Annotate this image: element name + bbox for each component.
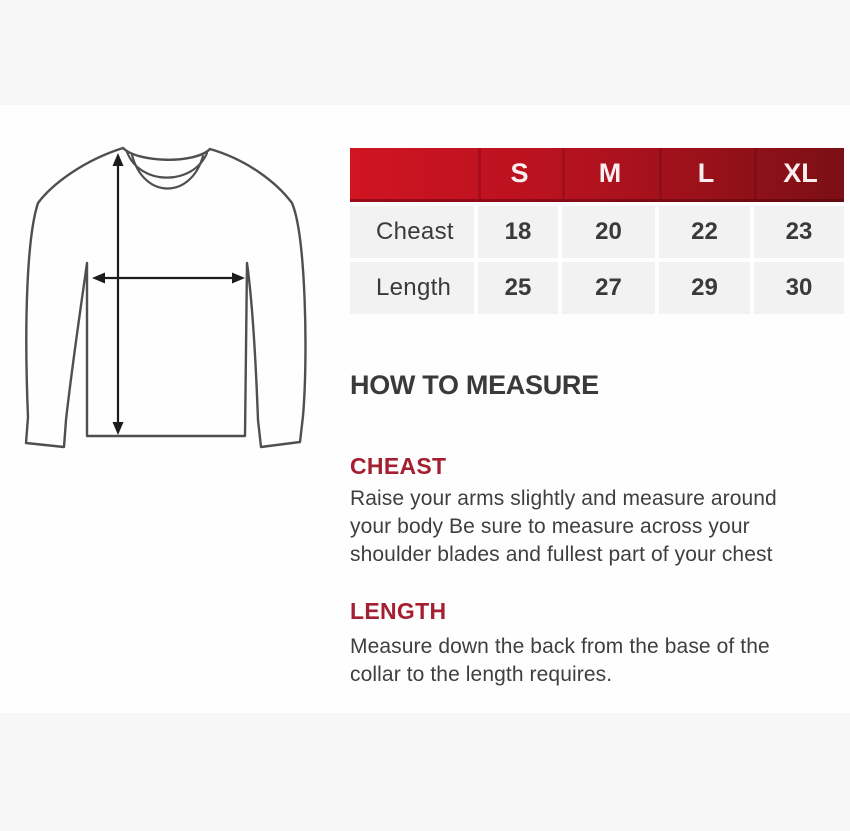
cheast-value-s: 18 <box>478 206 558 258</box>
row-label-length: Length <box>350 262 474 314</box>
size-table-row-cheast <box>350 206 844 258</box>
size-table-corner-cell <box>350 148 474 199</box>
size-table-header <box>350 148 844 202</box>
length-value-s: 25 <box>478 262 558 314</box>
cheast-value-l: 22 <box>659 206 750 258</box>
size-table <box>350 148 844 314</box>
length-description: Measure down the back from the base of the collar to the length requires. <box>350 635 770 686</box>
shirt-diagram <box>15 138 315 458</box>
length-value-l: 29 <box>659 262 750 314</box>
length-value-xl: 30 <box>754 262 844 314</box>
cheast-value-xl: 23 <box>754 206 844 258</box>
size-table-col-l: L <box>659 148 750 199</box>
size-table-col-xl: XL <box>754 148 844 199</box>
size-table-col-m: M <box>562 148 655 199</box>
cheast-heading: CHEAST <box>350 453 447 479</box>
content-card <box>0 105 850 713</box>
cheast-description: Raise your arms slightly and measure around your body Be sure to measure across your shoulder blades and fullest part of your chest <box>350 487 777 566</box>
row-label-cheast: Cheast <box>350 206 474 258</box>
length-heading: LENGTH <box>350 598 447 624</box>
cheast-value-m: 20 <box>562 206 655 258</box>
size-table-row-length <box>350 262 844 314</box>
shirt-outline <box>26 148 305 447</box>
how-to-measure-title: HOW TO MEASURE <box>350 370 599 400</box>
size-table-col-s: S <box>478 148 558 199</box>
length-value-m: 27 <box>562 262 655 314</box>
